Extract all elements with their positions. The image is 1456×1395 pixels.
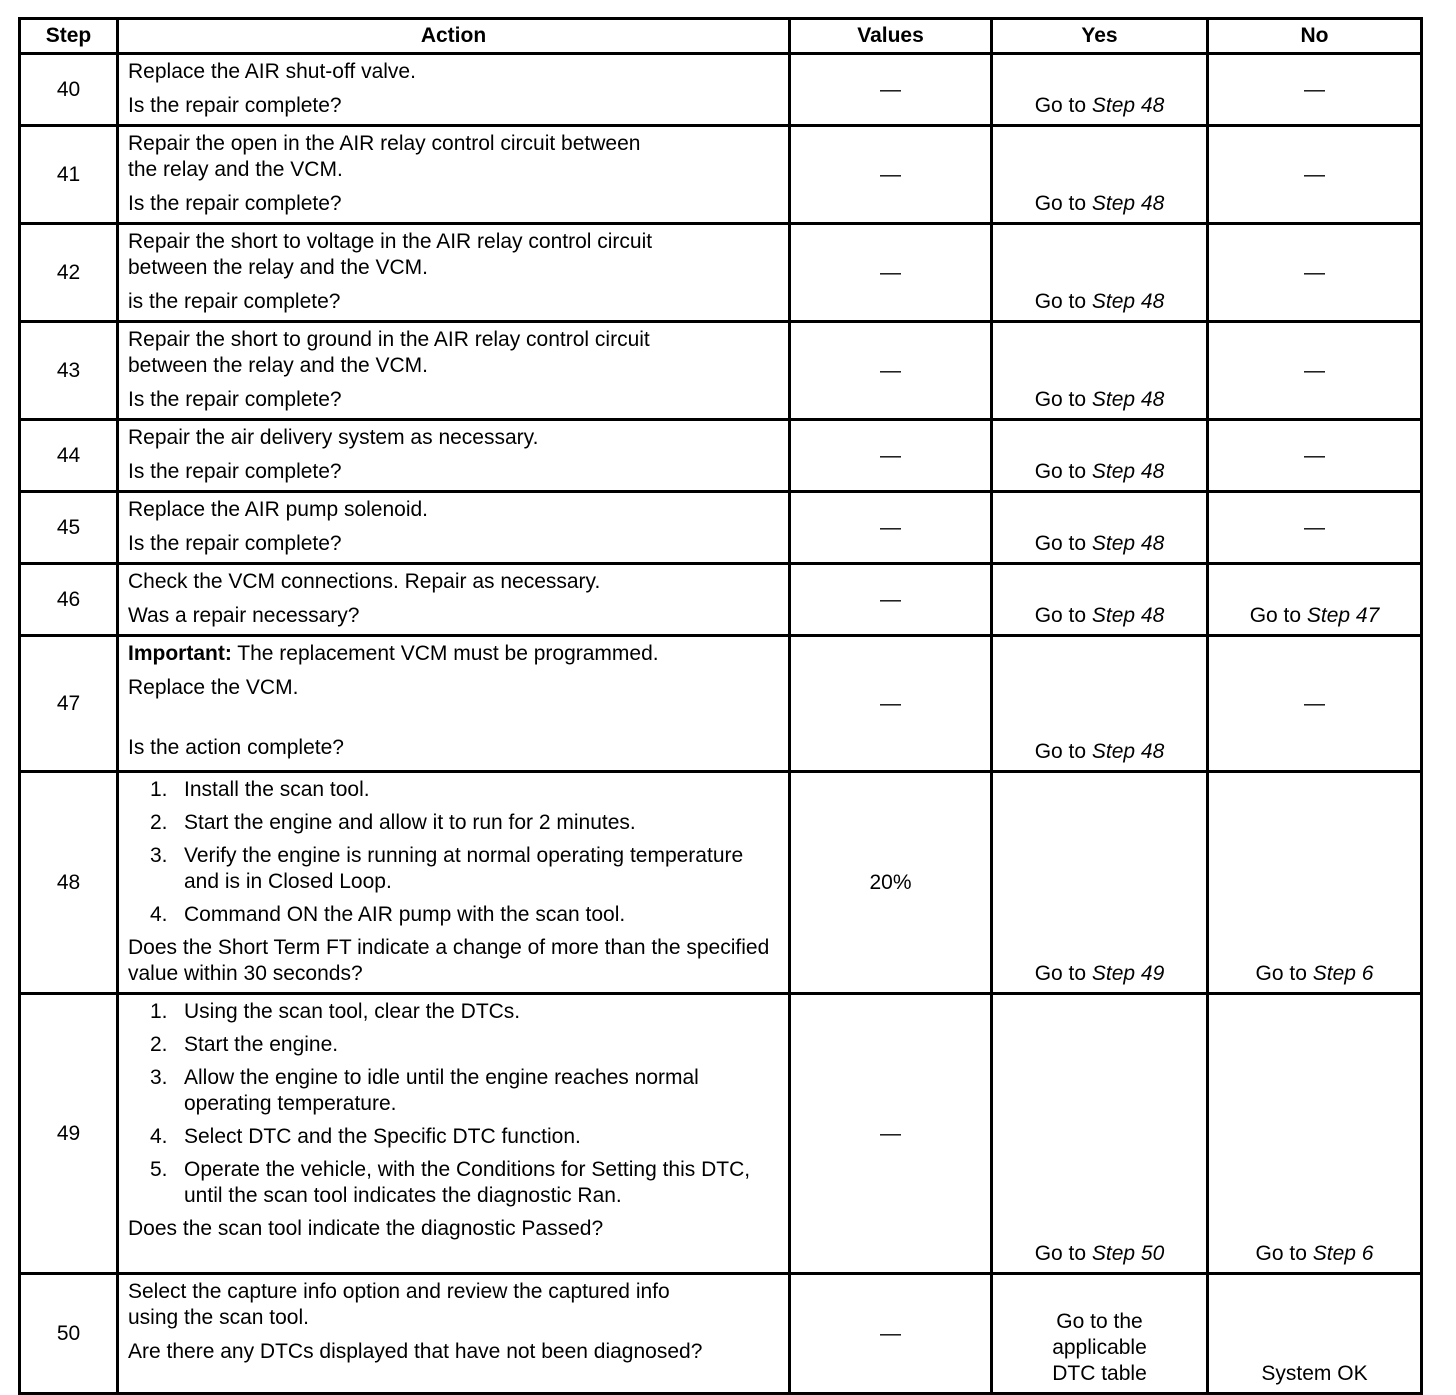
list-number: 2. [150,811,168,834]
values-cell: — [790,420,992,492]
yes-prefix: Go to [1034,1242,1092,1265]
values-cell: — [790,564,992,636]
yes-cell [992,492,1208,564]
yes-step-ref: Step 50 [1091,1242,1165,1265]
table-row [20,126,1422,224]
action-cell [118,994,790,1274]
table-row [20,224,1422,322]
header-values: Values [790,19,992,54]
yes-step-ref: Step 49 [1091,962,1165,985]
action-line: Repair the short to ground in the AIR relay control circuit [128,328,650,351]
table-row [20,772,1422,994]
yes-prefix: Go to [1034,290,1092,313]
list-text: Start the engine and allow it to run for 2 minutes. [184,811,636,834]
yes-step-ref: Step 48 [1091,604,1165,627]
action-cell [118,564,790,636]
no-cell: — [1208,420,1422,492]
values-cell: — [790,224,992,322]
action-question: Does the Short Term FT indicate a change of more than the specified value within 30 seconds? [128,936,770,985]
yes-step-ref: Step 48 [1091,192,1165,215]
yes-step-ref: Step 48 [1091,94,1165,117]
action-question: Is the repair complete? [128,192,342,215]
yes-prefix: Go to [1034,532,1092,555]
action-cell [118,224,790,322]
yes-prefix: Go to [1034,962,1092,985]
list-text: Install the scan tool. [184,778,370,801]
list-number: 2. [150,1033,168,1056]
no-cell: — [1208,492,1422,564]
action-cell [118,772,790,994]
list-text: Using the scan tool, clear the DTCs. [184,1000,521,1023]
action-cell [118,322,790,420]
important-text: The replacement VCM must be programmed. [231,642,659,665]
action-question: Is the repair complete? [128,94,342,117]
no-prefix: Go to [1249,604,1307,627]
values-cell: — [790,54,992,126]
action-line: using the scan tool. [128,1306,309,1329]
yes-prefix: Go to [1034,604,1092,627]
list-item [128,999,778,1025]
list-item [128,777,778,803]
list-item [128,1065,778,1117]
list-number: 5. [150,1158,168,1181]
step-number: 50 [20,1274,118,1394]
step-number: 42 [20,224,118,322]
list-text: Verify the engine is running at normal operating temperature and is in Closed Loop. [184,844,744,893]
action-line: Repair the short to voltage in the AIR relay control circuit [128,230,653,253]
header-no: No [1208,19,1422,54]
values-cell: — [790,1274,992,1394]
action-line: Repair the air delivery system as necessary. [128,426,539,449]
action-question: Was a repair necessary? [128,604,360,627]
header-yes: Yes [992,19,1208,54]
list-number: 1. [150,778,168,801]
no-cell [1208,564,1422,636]
no-step-ref: Step 6 [1312,962,1374,985]
list-text: Allow the engine to idle until the engine reaches normal operating temperature. [184,1066,699,1115]
step-number: 41 [20,126,118,224]
yes-cell [992,994,1208,1274]
table-row [20,492,1422,564]
table-row [20,994,1422,1274]
values-cell: — [790,636,992,772]
header-row [20,19,1422,54]
yes-prefix: Go to [1034,94,1092,117]
no-cell: — [1208,636,1422,772]
header-step: Step [20,19,118,54]
action-line: Replace the AIR pump solenoid. [128,498,429,521]
table-row [20,420,1422,492]
step-number: 40 [20,54,118,126]
list-number: 3. [150,1066,168,1089]
yes-prefix: Go to [1034,388,1092,411]
no-cell [1208,772,1422,994]
step-number: 48 [20,772,118,994]
action-question: Is the repair complete? [128,532,342,555]
yes-cell [992,564,1208,636]
action-question: Is the repair complete? [128,388,342,411]
no-cell: — [1208,54,1422,126]
yes-step-ref: Step 48 [1091,532,1165,555]
action-line: Check the VCM connections. Repair as necessary. [128,570,601,593]
list-item [128,1124,778,1150]
step-number: 43 [20,322,118,420]
step-number: 44 [20,420,118,492]
action-line: Replace the VCM. [128,676,299,699]
yes-step-ref: Step 48 [1091,740,1165,763]
important-label: Important: [128,642,232,665]
action-question: Does the scan tool indicate the diagnostic Passed? [128,1217,604,1240]
table-row [20,322,1422,420]
yes-cell [992,772,1208,994]
yes-cell [992,322,1208,420]
step-number: 46 [20,564,118,636]
table-row [20,636,1422,772]
action-cell [118,420,790,492]
important-note [128,641,778,667]
yes-cell [992,636,1208,772]
list-number: 4. [150,1125,168,1148]
yes-prefix: Go to [1034,192,1092,215]
no-prefix: Go to [1255,962,1313,985]
action-question: is the repair complete? [128,290,341,313]
no-prefix: Go to [1255,1242,1313,1265]
yes-cell [992,420,1208,492]
list-item [128,1157,778,1209]
step-number: 47 [20,636,118,772]
action-line: between the relay and the VCM. [128,354,429,377]
diagnostic-table [18,17,1423,1395]
list-item [128,810,778,836]
action-cell [118,126,790,224]
action-line: Select the capture info option and review the captured info [128,1280,670,1303]
list-text: Operate the vehicle, with the Conditions for Setting this DTC, until the scan tool indicates the diagnostic Ran. [184,1158,751,1207]
list-number: 4. [150,903,168,926]
table-row [20,564,1422,636]
action-question: Is the repair complete? [128,460,342,483]
list-text: Select DTC and the Specific DTC function. [184,1125,581,1148]
yes-cell [992,54,1208,126]
step-number: 45 [20,492,118,564]
list-number: 3. [150,844,168,867]
action-cell [118,54,790,126]
no-step-ref: Step 47 [1306,604,1380,627]
yes-cell [992,126,1208,224]
values-cell: — [790,126,992,224]
list-text: Command ON the AIR pump with the scan tool. [184,903,626,926]
no-cell: System OK [1208,1274,1422,1394]
values-cell: — [790,322,992,420]
values-cell: 20% [790,772,992,994]
procedure-list [128,999,778,1209]
no-cell: — [1208,126,1422,224]
action-line: between the relay and the VCM. [128,256,429,279]
action-line: Replace the AIR shut-off valve. [128,60,416,83]
no-cell [1208,994,1422,1274]
values-cell: — [790,994,992,1274]
yes-line: DTC table [1052,1362,1147,1385]
action-question: Is the action complete? [128,736,344,759]
action-question: Are there any DTCs displayed that have not been diagnosed? [128,1340,703,1363]
header-action: Action [118,19,790,54]
action-line: Repair the open in the AIR relay control circuit between [128,132,641,155]
yes-step-ref: Step 48 [1091,290,1165,313]
no-cell: — [1208,224,1422,322]
action-cell [118,636,790,772]
list-number: 1. [150,1000,168,1023]
no-cell: — [1208,322,1422,420]
yes-step-ref: Step 48 [1091,388,1165,411]
step-number: 49 [20,994,118,1274]
yes-line: Go to the [1056,1310,1143,1333]
values-cell: — [790,492,992,564]
yes-prefix: Go to [1034,740,1092,763]
table-row [20,54,1422,126]
no-step-ref: Step 6 [1312,1242,1374,1265]
list-item [128,1032,778,1058]
list-item [128,843,778,895]
yes-step-ref: Step 48 [1091,460,1165,483]
procedure-list [128,777,778,928]
action-cell [118,492,790,564]
list-text: Start the engine. [184,1033,339,1056]
yes-prefix: Go to [1034,460,1092,483]
list-item [128,902,778,928]
yes-line: applicable [1052,1336,1147,1359]
yes-cell [992,224,1208,322]
action-line: the relay and the VCM. [128,158,343,181]
